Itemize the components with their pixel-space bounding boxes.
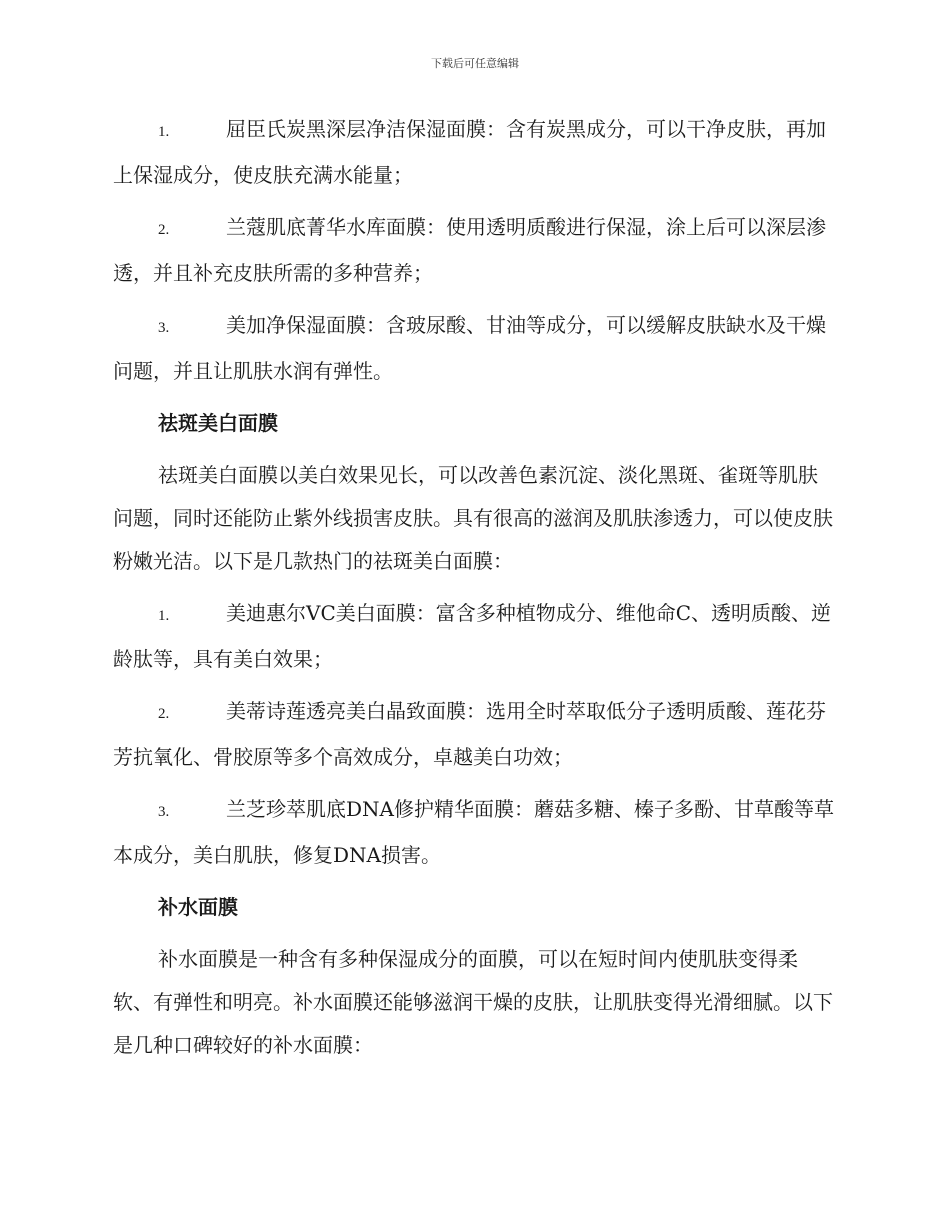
list-number: 3. — [158, 804, 170, 820]
list-text: 美蒂诗莲透亮美白晶致面膜：选用全时萃取低分子透明质酸、莲花芬芳抗氧化、骨胶原等多个高效成分，卓越美白功效； — [113, 699, 826, 769]
list-number: 3. — [158, 320, 170, 336]
section-heading: 补水面膜 — [158, 895, 238, 919]
list-item — [113, 304, 835, 393]
list-number: 2. — [158, 706, 170, 722]
list-number: 1. — [158, 608, 170, 624]
list-number: 1. — [158, 124, 170, 140]
list-number: 2. — [158, 222, 170, 238]
list-text: 兰蔻肌底菁华水库面膜：使用透明质酸进行保湿，涂上后可以深层渗透，并且补充皮肤所需的多种营养； — [113, 215, 826, 285]
section-heading: 祛斑美白面膜 — [158, 411, 278, 435]
list-text: 美加净保湿面膜：含玻尿酸、甘油等成分，可以缓解皮肤缺水及干燥问题，并且让肌肤水润有弹性。 — [113, 313, 826, 383]
list-item — [113, 108, 835, 197]
list-text: 屈臣氏炭黑深层净洁保湿面膜：含有炭黑成分，可以干净皮肤，再加上保湿成分，使皮肤充满水能量； — [113, 117, 826, 187]
list-item — [113, 788, 835, 877]
page-header: 下载后可任意编辑 — [431, 57, 519, 70]
section-paragraph: 祛斑美白面膜以美白效果见长，可以改善色素沉淀、淡化黑斑、雀斑等肌肤问题，同时还能防止紫外线损害皮肤。具有很高的滋润及肌肤渗透力，可以使皮肤粉嫩光洁。以下是几款热门的祛斑美白面膜： — [113, 463, 833, 573]
section-paragraph: 补水面膜是一种含有多种保湿成分的面膜，可以在短时间内使肌肤变得柔软、有弹性和明亮。补水面膜还能够滋润干燥的皮肤，让肌肤变得光滑细腻。以下是几种口碑较好的补水面膜： — [113, 947, 833, 1057]
list-text: 兰芝珍萃肌底DNA修护精华面膜：蘑菇多糖、榛子多酚、甘草酸等草本成分，美白肌肤，修复DNA损害。 — [113, 797, 834, 867]
list-item — [113, 206, 835, 295]
list-item — [113, 592, 835, 681]
document-body — [113, 108, 835, 1076]
list-item — [113, 690, 835, 779]
list-text: 美迪惠尔VC美白面膜：富含多种植物成分、维他命C、透明质酸、逆龄肽等，具有美白效果； — [113, 601, 832, 671]
